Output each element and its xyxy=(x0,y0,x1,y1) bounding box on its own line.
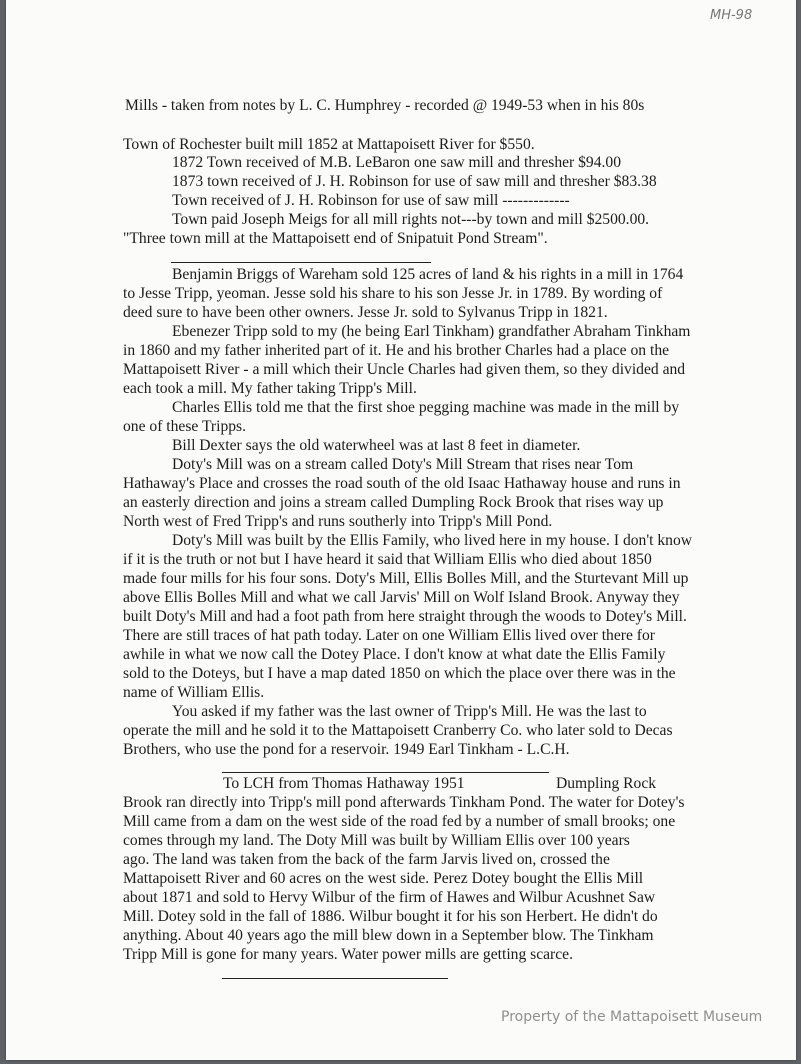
section2-line: Doty's Mill was built by the Ellis Family, who lived here in my house. I don't know xyxy=(172,532,693,549)
section2-line: if it is the truth or not but I have heard it said that William Ellis who died about 1850 xyxy=(123,551,652,568)
section2-line: Hathaway's Place and crosses the road south of the old Isaac Hathaway house and runs in xyxy=(123,475,681,492)
section2-line: to Jesse Tripp, yeoman. Jesse sold his share to his son Jesse Jr. in 1789. By wording of xyxy=(123,285,663,302)
section3-header: To LCH from Thomas Hathaway 1951 xyxy=(223,775,465,792)
section3-line: Brook ran directly into Tripp's mill pond afterwards Tinkham Pond. The water for Dotey's xyxy=(123,794,685,811)
section2-line: Benjamin Briggs of Wareham sold 125 acres of land & his rights in a mill in 1764 xyxy=(172,266,684,283)
section2-line: each took a mill. My father taking Tripp's Mill. xyxy=(123,380,417,397)
section1-line: Town paid Joseph Meigs for all mill rights not---by town and mill $2500.00. xyxy=(172,211,650,228)
section2-line: one of these Tripps. xyxy=(123,418,247,435)
section2-line: There are still traces of hat path today. Later on one William Ellis lived over there for xyxy=(123,627,655,644)
section2-line: deed sure to have been other owners. Jesse Jr. sold to Sylvanus Tripp in 1821. xyxy=(123,304,608,321)
museum-watermark: Property of the Mattapoisett Museum xyxy=(501,1009,763,1025)
section1-line: 1872 Town received of M.B. LeBaron one saw mill and thresher $94.00 xyxy=(172,154,622,171)
document-page xyxy=(6,0,796,1060)
divider-line xyxy=(222,772,549,773)
section2-line: sold to the Doteys, but I have a map dated 1850 on which the place over there was in the xyxy=(123,665,676,682)
document-title: Mills - taken from notes by L. C. Humphrey - recorded @ 1949-53 when in his 80s xyxy=(125,97,645,114)
section2-line: name of William Ellis. xyxy=(123,684,265,701)
section1-line: Town of Rochester built mill 1852 at Mattapoisett River for $550. xyxy=(123,136,535,153)
divider-line xyxy=(171,262,431,263)
section1-line: "Three town mill at the Mattapoisett end of Snipatuit Pond Stream". xyxy=(123,230,548,247)
section1-line: 1873 town received of J. H. Robinson for use of saw mill and thresher $83.38 xyxy=(172,173,657,190)
section2-line: North west of Fred Tripp's and runs southerly into Tripp's Mill Pond. xyxy=(123,513,553,530)
section2-line: made four mills for his four sons. Doty's Mill, Ellis Bolles Mill, and the Sturtevant Mill up xyxy=(123,570,689,587)
section3-header-tail: Dumpling Rock xyxy=(556,775,657,792)
section3-line: anything. About 40 years ago the mill blew down in a September blow. The Tinkham xyxy=(123,927,654,944)
section2-line: Doty's Mill was on a stream called Doty's Mill Stream that rises near Tom xyxy=(172,456,634,473)
section3-line: Tripp Mill is gone for many years. Water power mills are getting scarce. xyxy=(123,946,573,963)
section1-line: Town received of J. H. Robinson for use of saw mill ------------- xyxy=(172,192,570,209)
section2-line: Brothers, who use the pond for a reservoir. 1949 Earl Tinkham - L.C.H. xyxy=(123,741,570,758)
section2-line: Charles Ellis told me that the first shoe pegging machine was made in the mill by xyxy=(172,399,680,416)
section2-line: You asked if my father was the last owner of Tripp's Mill. He was the last to xyxy=(172,703,647,720)
section2-line: Ebenezer Tripp sold to my (he being Earl Tinkham) grandfather Abraham Tinkham xyxy=(172,323,691,340)
section2-line: operate the mill and he sold it to the Mattapoisett Cranberry Co. who later sold to Decas xyxy=(123,722,673,739)
section2-line: in 1860 and my father inherited part of it. He and his brother Charles had a place on the xyxy=(123,342,670,359)
section2-line: Mattapoisett River - a mill which their Uncle Charles had given them, so they divided and xyxy=(123,361,686,378)
section3-line: Mill came from a dam on the west side of the road fed by a number of small brooks; one xyxy=(123,813,676,830)
section2-line: an easterly direction and joins a stream called Dumpling Rock Brook that rises way up xyxy=(123,494,664,511)
section3-line: about 1871 and sold to Hervy Wilbur of the firm of Hawes and Wilbur Acushnet Saw xyxy=(123,889,656,906)
section2-line: Bill Dexter says the old waterwheel was at last 8 feet in diameter. xyxy=(172,437,581,454)
section2-line: above Ellis Bolles Mill and what we call Jarvis' Mill on Wolf Island Brook. Anyway they xyxy=(123,589,680,606)
divider-line xyxy=(222,978,448,979)
archive-id-handwritten: MH-98 xyxy=(710,8,753,23)
section3-line: comes through my land. The Doty Mill was built by William Ellis over 100 years xyxy=(123,832,630,849)
section2-line: awhile in what we now call the Dotey Place. I don't know at what date the Ellis Family xyxy=(123,646,666,663)
section3-line: Mill. Dotey sold in the fall of 1886. Wilbur bought it for his son Herbert. He didn't do xyxy=(123,908,658,925)
section3-line: Mattapoisett River and 60 acres on the west side. Perez Dotey bought the Ellis Mill xyxy=(123,870,644,887)
section2-line: built Doty's Mill and had a foot path from here straight through the woods to Dotey's Mill. xyxy=(123,608,687,625)
section3-line: ago. The land was taken from the back of the farm Jarvis lived on, crossed the xyxy=(123,851,610,868)
